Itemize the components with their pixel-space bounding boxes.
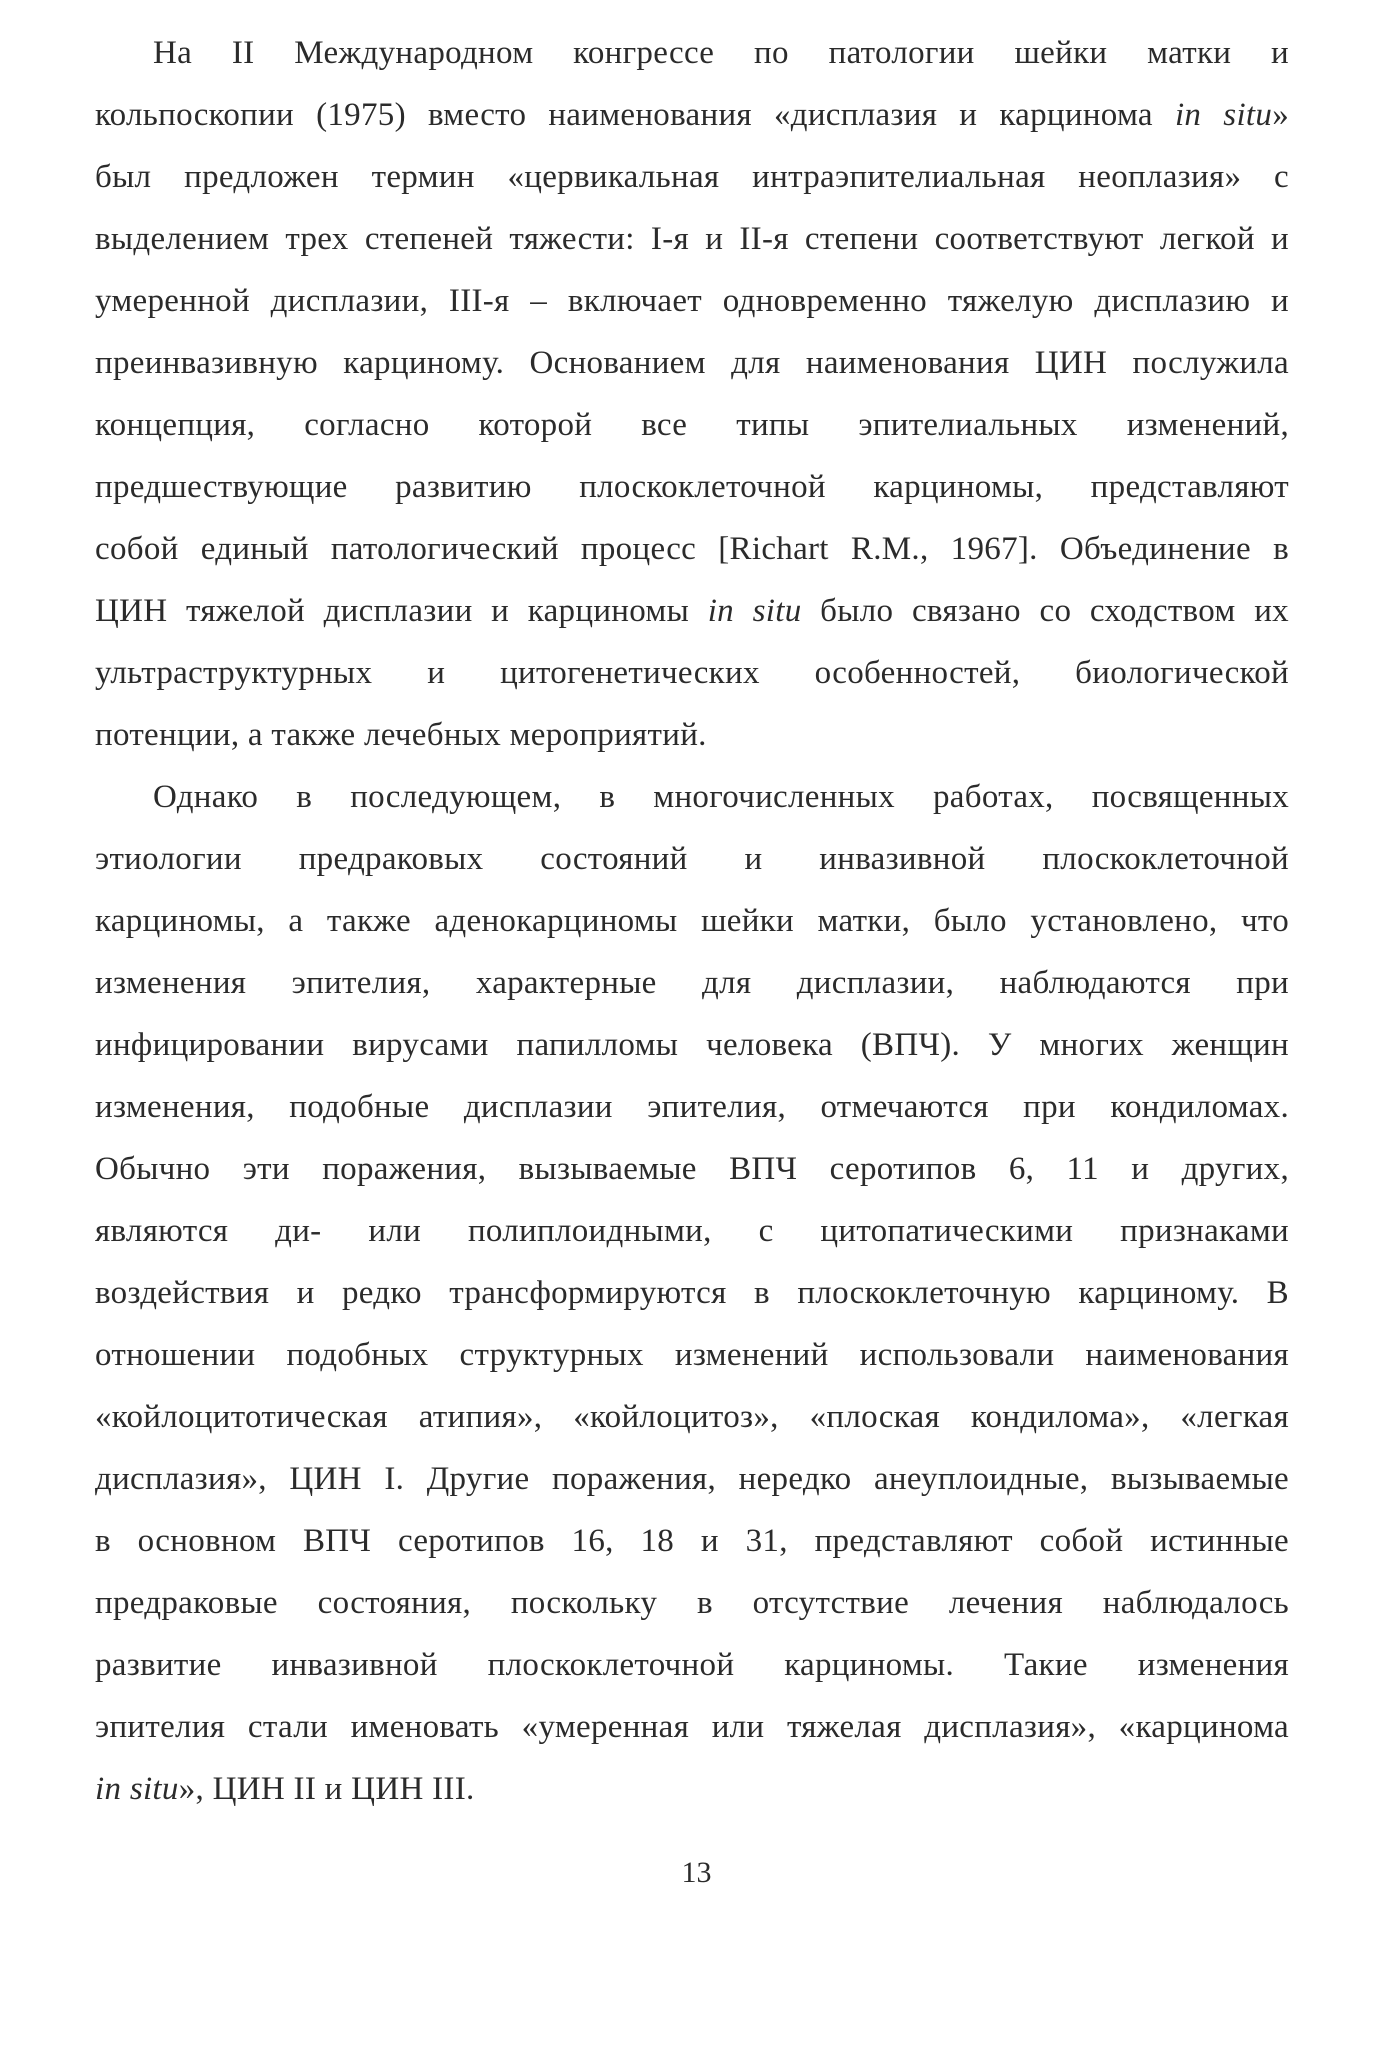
text-line: был предложен термин «цервикальная интраэпителиальная неоплазия» с bbox=[95, 159, 1289, 195]
text-line: дисплазия», ЦИН I. Другие поражения, нередко анеуплоидные, вызываемые bbox=[95, 1461, 1289, 1497]
text-line: ультраструктурных и цитогенетических особенностей, биологической bbox=[95, 655, 1289, 691]
text-line: карциномы, а также аденокарциномы шейки матки, было установлено, что bbox=[95, 903, 1289, 939]
text-line: На II Международном конгрессе по патологии шейки матки и bbox=[153, 35, 1289, 71]
italic-term: in situ bbox=[95, 1771, 179, 1807]
text-line: инфицировании вирусами папилломы человека (ВПЧ). У многих женщин bbox=[95, 1027, 1289, 1063]
text-line: «койлоцитотическая атипия», «койлоцитоз», «плоская кондилома», «легкая bbox=[95, 1399, 1289, 1435]
text-line: потенции, а также лечебных мероприятий. bbox=[95, 717, 707, 753]
text-line: преинвазивную карциному. Основанием для наименования ЦИН послужила bbox=[95, 345, 1289, 381]
page-number: 13 bbox=[681, 1856, 712, 1889]
italic-term: in situ bbox=[1174, 97, 1273, 133]
text-line: концепция, согласно которой все типы эпителиальных изменений, bbox=[95, 407, 1289, 443]
italic-term: in situ bbox=[707, 593, 802, 629]
text-line: в основном ВПЧ серотипов 16, 18 и 31, представляют собой истинные bbox=[95, 1523, 1289, 1559]
text-line: предраковые состояния, поскольку в отсутствие лечения наблюдалось bbox=[95, 1585, 1289, 1621]
text-line: изменения, подобные дисплазии эпителия, отмечаются при кондиломах. bbox=[95, 1089, 1289, 1125]
text-line: эпителия стали именовать «умеренная или тяжелая дисплазия», «карцинома bbox=[95, 1709, 1289, 1745]
text-line: выделением трех степеней тяжести: I-я и II-я степени соответствуют легкой и bbox=[95, 221, 1289, 257]
text-line: Обычно эти поражения, вызываемые ВПЧ серотипов 6, 11 и других, bbox=[95, 1151, 1289, 1187]
text-line: кольпоскопии (1975) вместо наименования «дисплазия и карцинома in situ» bbox=[95, 97, 1289, 133]
body-text bbox=[95, 22, 1289, 1820]
text-line: развитие инвазивной плоскоклеточной карциномы. Такие изменения bbox=[95, 1647, 1289, 1683]
text-line: являются ди- или полиплоидными, с цитопатическими признаками bbox=[95, 1213, 1289, 1249]
text-line: этиологии предраковых состояний и инвазивной плоскоклеточной bbox=[95, 841, 1289, 877]
text-line: Однако в последующем, в многочисленных работах, посвященных bbox=[153, 779, 1289, 815]
text-line: in situ», ЦИН II и ЦИН III. bbox=[95, 1771, 475, 1807]
paragraph-2 bbox=[95, 766, 1289, 1820]
paragraph-1 bbox=[95, 22, 1289, 766]
text-line: воздействия и редко трансформируются в плоскоклеточную карциному. В bbox=[95, 1275, 1289, 1311]
text-line: собой единый патологический процесс [Richart R.M., 1967]. Объединение в bbox=[95, 531, 1289, 567]
text-line: предшествующие развитию плоскоклеточной карциномы, представляют bbox=[95, 469, 1289, 505]
text-line: изменения эпителия, характерные для дисплазии, наблюдаются при bbox=[95, 965, 1289, 1001]
text-line: ЦИН тяжелой дисплазии и карциномы in situ было связано со сходством их bbox=[95, 593, 1289, 629]
text-line: умеренной дисплазии, III-я – включает одновременно тяжелую дисплазию и bbox=[95, 283, 1289, 319]
text-line: отношении подобных структурных изменений использовали наименования bbox=[95, 1337, 1289, 1373]
